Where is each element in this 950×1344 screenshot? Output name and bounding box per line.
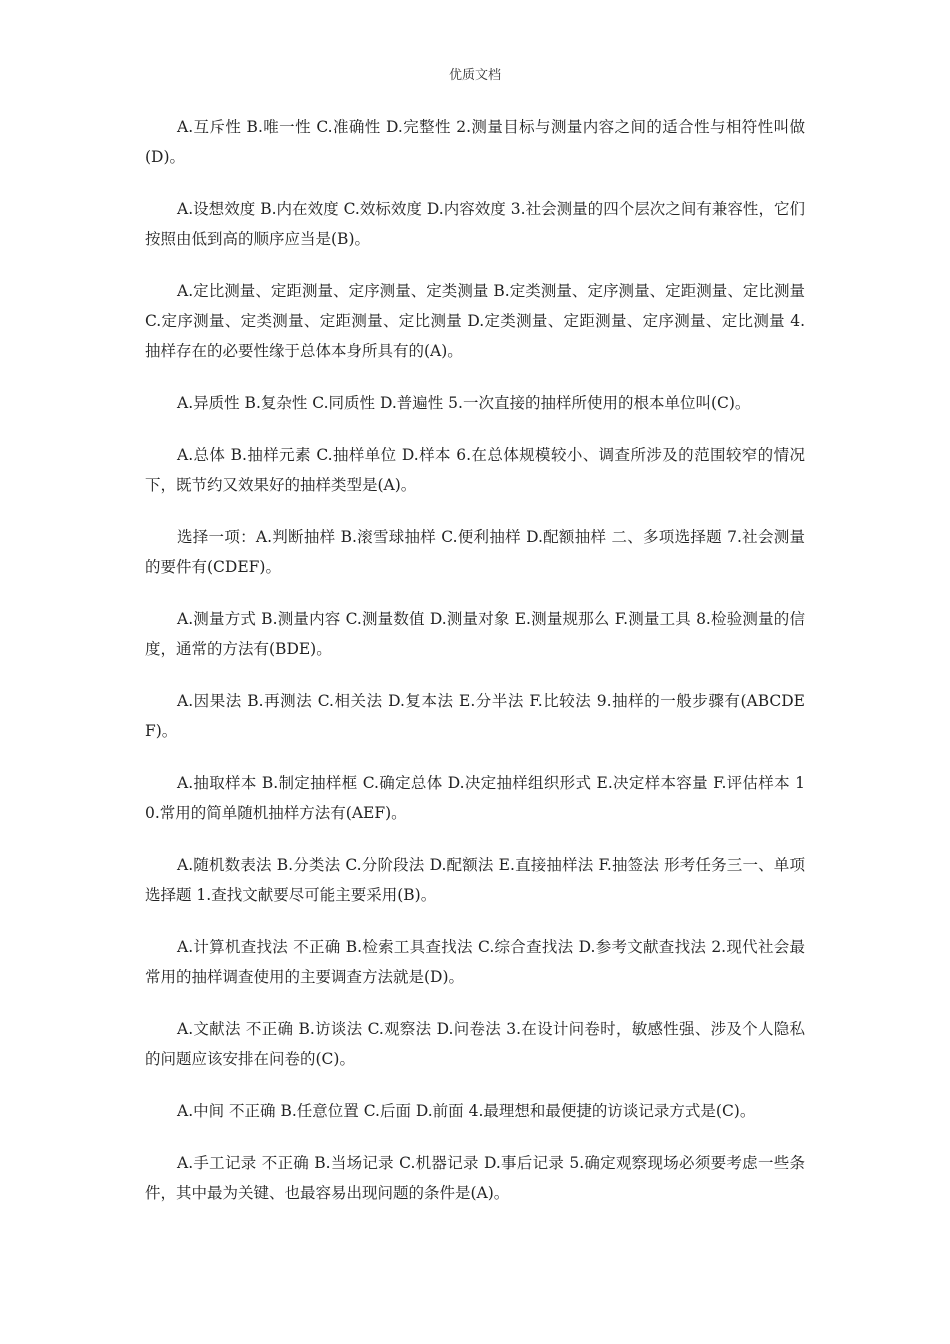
paragraph-5: A.总体 B.抽样元素 C.抽样单位 D.样本 6.在总体规模较小、调查所涉及的范围较窄的情况下，既节约又效果好的抽样类型是(A)。 — [145, 446, 805, 494]
paragraph-2: A.设想效度 B.内在效度 C.效标效度 D.内容效度 3.社会测量的四个层次之间有兼容性，它们按照由低到高的顺序应当是(B)。 — [145, 200, 805, 248]
paragraph-8: A.因果法 B.再测法 C.相关法 D.复本法 E.分半法 F.比较法 9.抽样的一般步骤有(ABCDEF)。 — [145, 692, 805, 740]
paragraph-14: A.手工记录 不正确 B.当场记录 C.机器记录 D.事后记录 5.确定观察现场必须要考虑一些条件，其中最为关键、也最容易出现问题的条件是(A)。 — [145, 1154, 805, 1202]
paragraph-4: A.异质性 B.复杂性 C.同质性 D.普遍性 5.一次直接的抽样所使用的根本单位叫(C)。 — [177, 394, 751, 412]
paragraph-3: A.定比测量、定距测量、定序测量、定类测量 B.定类测量、定序测量、定距测量、定比测量 C.定序测量、定类测量、定距测量、定比测量 D.定类测量、定距测量、定序测量、定比测量 4.抽样存在的必要性缘于总体本身所具有的(A)。 — [145, 282, 805, 360]
paragraph-1: A.互斥性 B.唯一性 C.准确性 D.完整性 2.测量目标与测量内容之间的适合性与相符性叫做(D)。 — [145, 118, 805, 166]
paragraph-6: 选择一项：A.判断抽样 B.滚雪球抽样 C.便利抽样 D.配额抽样 二、多项选择题 7.社会测量的要件有(CDEF)。 — [145, 528, 805, 576]
paragraph-13: A.中间 不正确 B.任意位置 C.后面 D.前面 4.最理想和最便捷的访谈记录方式是(C)。 — [177, 1102, 756, 1120]
paragraph-10: A.随机数表法 B.分类法 C.分阶段法 D.配额法 E.直接抽样法 F.抽签法 形考任务三一、单项选择题 1.查找文献要尽可能主要采用(B)。 — [145, 856, 805, 904]
paragraph-11: A.计算机查找法 不正确 B.检索工具查找法 C.综合查找法 D.参考文献查找法 2.现代社会最常用的抽样调查使用的主要调查方法就是(D)。 — [145, 938, 805, 986]
paragraph-7: A.测量方式 B.测量内容 C.测量数值 D.测量对象 E.测量规那么 F.测量工具 8.检验测量的信度，通常的方法有(BDE)。 — [145, 610, 805, 658]
paragraph-12: A.文献法 不正确 B.访谈法 C.观察法 D.问卷法 3.在设计问卷时，敏感性强、涉及个人隐私的问题应该安排在问卷的(C)。 — [145, 1020, 805, 1068]
page-header: 优质文档 — [448, 68, 501, 83]
document-body — [145, 112, 805, 1230]
paragraph-9: A.抽取样本 B.制定抽样框 C.确定总体 D.决定抽样组织形式 E.决定样本容量 F.评估样本 10.常用的简单随机抽样方法有(AEF)。 — [145, 774, 805, 822]
